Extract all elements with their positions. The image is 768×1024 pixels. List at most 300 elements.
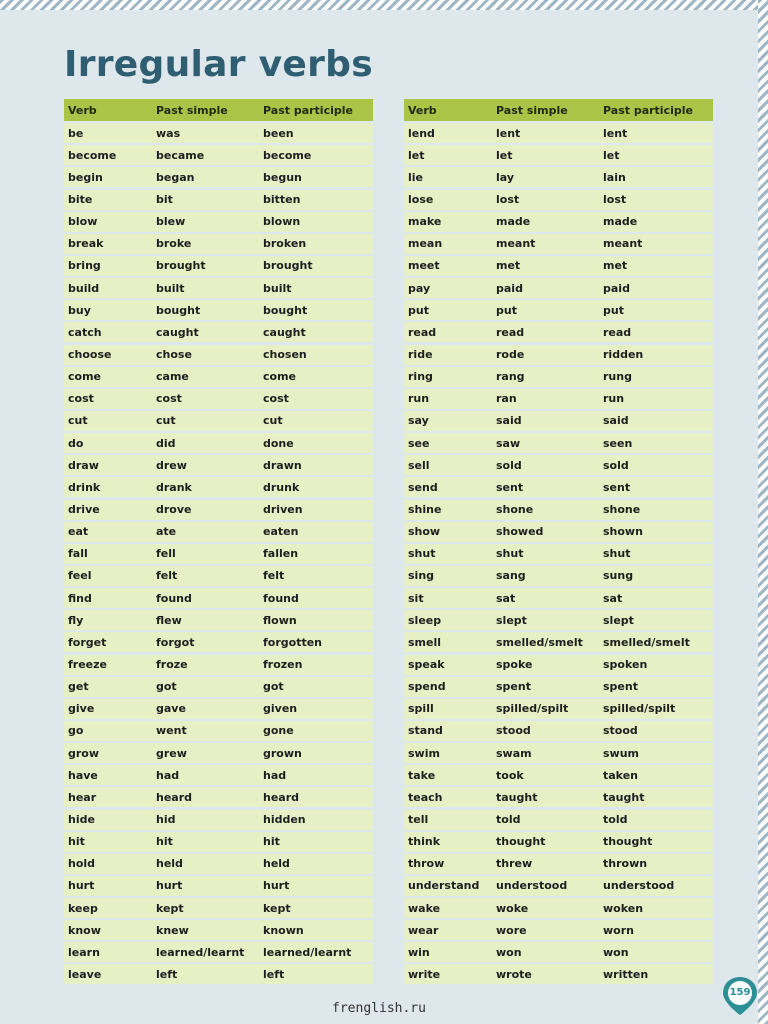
table-row [404, 787, 713, 807]
table-row [64, 522, 373, 542]
table-row [64, 787, 373, 807]
table-row [404, 123, 713, 143]
table-row [404, 854, 713, 874]
past-participle-cell: woken [603, 901, 644, 915]
past-simple-cell: cost [156, 392, 182, 406]
past-participle-cell: spoken [603, 658, 648, 672]
table-row [404, 588, 713, 608]
past-participle-cell: slept [603, 613, 634, 627]
past-simple-cell: showed [496, 525, 544, 539]
table-row [404, 367, 713, 387]
verb-cell: swim [408, 746, 440, 760]
table-row [64, 477, 373, 497]
table-row [404, 212, 713, 232]
table-row [64, 433, 373, 453]
past-simple-cell: was [156, 126, 181, 140]
past-participle-cell: frozen [263, 658, 303, 672]
past-participle-cell: seen [603, 436, 633, 450]
past-participle-cell: thrown [603, 857, 648, 871]
verb-cell: hold [68, 857, 96, 871]
past-simple-cell: drew [156, 458, 187, 472]
past-participle-cell: brought [263, 259, 313, 273]
table-row [404, 832, 713, 852]
verb-cell: see [408, 436, 430, 450]
header-past-participle: Past participle [603, 103, 693, 117]
past-simple-cell: read [496, 325, 525, 339]
table-row [404, 190, 713, 210]
table-row [64, 145, 373, 165]
table-row [64, 322, 373, 342]
past-participle-cell: ridden [603, 348, 644, 362]
table-row [64, 500, 373, 520]
past-simple-cell: made [496, 215, 531, 229]
table-row [64, 876, 373, 896]
past-participle-cell: done [263, 436, 294, 450]
past-simple-cell: bit [156, 193, 173, 207]
past-participle-cell: swum [603, 746, 640, 760]
past-participle-cell: begun [263, 170, 302, 184]
verb-cell: do [68, 436, 84, 450]
past-participle-cell: come [263, 370, 296, 384]
past-participle-cell: written [603, 967, 649, 981]
past-participle-cell: sung [603, 569, 634, 583]
page-number: 159 [729, 987, 751, 998]
table-body [404, 123, 713, 984]
past-simple-cell: got [156, 680, 177, 694]
past-simple-cell: rode [496, 348, 525, 362]
verb-cell: teach [408, 790, 443, 804]
verb-cell: be [68, 126, 84, 140]
past-participle-cell: put [603, 303, 624, 317]
site-url: frenglish.ru [332, 1001, 426, 1016]
verb-cell: put [408, 303, 429, 317]
verb-cell: send [408, 480, 438, 494]
past-simple-cell: cut [156, 414, 176, 428]
past-simple-cell: built [156, 281, 185, 295]
past-participle-cell: shown [603, 525, 643, 539]
past-simple-cell: hurt [156, 879, 183, 893]
verb-cell: run [408, 392, 430, 406]
table-row [64, 610, 373, 630]
verb-cell: blow [68, 215, 98, 229]
verb-cell: sell [408, 458, 430, 472]
verb-cell: ring [408, 370, 433, 384]
table-row [64, 699, 373, 719]
past-simple-cell: woke [496, 901, 529, 915]
verb-cell: catch [68, 325, 102, 339]
verb-cell: make [408, 215, 442, 229]
verb-cell: smell [408, 635, 442, 649]
past-simple-cell: shut [496, 547, 524, 561]
table-row [64, 544, 373, 564]
past-simple-cell: brought [156, 259, 206, 273]
past-participle-cell: rung [603, 370, 632, 384]
past-participle-cell: driven [263, 503, 303, 517]
table-row [64, 721, 373, 741]
verb-cell: let [408, 148, 425, 162]
table-row [64, 810, 373, 830]
past-simple-cell: shone [496, 503, 534, 517]
past-simple-cell: ate [156, 525, 177, 539]
verb-cell: drive [68, 503, 100, 517]
past-participle-cell: forgotten [263, 635, 323, 649]
table-row [64, 942, 373, 962]
past-participle-cell: said [603, 414, 629, 428]
table-row [404, 898, 713, 918]
past-participle-cell: sat [603, 591, 623, 605]
table-row [64, 677, 373, 697]
past-simple-cell: spoke [496, 658, 533, 672]
past-participle-cell: won [603, 945, 629, 959]
table-row [404, 699, 713, 719]
past-participle-cell: fallen [263, 547, 299, 561]
past-participle-cell: bought [263, 303, 308, 317]
verb-cell: mean [408, 237, 443, 251]
decorative-right-stripe [758, 0, 768, 1024]
verb-cell: break [68, 237, 104, 251]
past-simple-cell: sent [496, 480, 524, 494]
past-simple-cell: stood [496, 724, 531, 738]
past-participle-cell: hurt [263, 879, 290, 893]
header-past-participle: Past participle [263, 103, 353, 117]
verb-cell: spend [408, 680, 446, 694]
page-title: Irregular verbs [64, 44, 373, 85]
verb-cell: hide [68, 813, 95, 826]
table-row [64, 854, 373, 874]
verb-cell: draw [68, 458, 99, 472]
table-row [404, 655, 713, 675]
table-row [404, 234, 713, 254]
verb-cell: buy [68, 303, 91, 317]
past-participle-cell: told [603, 813, 628, 826]
past-participle-cell: run [603, 392, 625, 406]
past-participle-cell: flown [263, 613, 297, 627]
verb-cell: lend [408, 126, 435, 140]
past-simple-cell: felt [156, 569, 178, 583]
table-row [64, 367, 373, 387]
decorative-top-stripe [0, 0, 768, 10]
past-simple-cell: knew [156, 923, 189, 937]
table-row [64, 234, 373, 254]
past-participle-cell: learned/learnt [263, 945, 352, 959]
verb-cell: bring [68, 259, 101, 273]
table-row [64, 832, 373, 852]
verb-cell: know [68, 923, 101, 937]
verb-cell: hear [68, 790, 97, 804]
past-simple-cell: told [496, 813, 521, 826]
table-header [404, 99, 713, 121]
table-row [64, 278, 373, 298]
past-participle-cell: thought [603, 835, 653, 849]
table-row [64, 345, 373, 365]
past-simple-cell: held [156, 857, 183, 871]
past-participle-cell: hit [263, 835, 280, 849]
past-participle-cell: cut [263, 414, 283, 428]
verb-cell: get [68, 680, 89, 694]
past-simple-cell: began [156, 170, 195, 184]
past-simple-cell: took [496, 768, 524, 782]
past-simple-cell: thought [496, 835, 546, 849]
table-row [404, 942, 713, 962]
verb-cell: cost [68, 392, 94, 406]
past-simple-cell: spilled/spilt [496, 702, 569, 716]
table-row [64, 455, 373, 475]
table-row [404, 876, 713, 896]
past-participle-cell: bitten [263, 193, 301, 207]
past-participle-cell: cost [263, 392, 289, 406]
verb-cell: leave [68, 967, 102, 981]
past-simple-cell: broke [156, 237, 192, 251]
past-participle-cell: given [263, 702, 298, 716]
table-row [64, 743, 373, 763]
past-simple-cell: spent [496, 680, 531, 694]
past-participle-cell: lent [603, 126, 628, 140]
past-simple-cell: threw [496, 857, 533, 871]
past-simple-cell: won [496, 945, 522, 959]
table-row [404, 145, 713, 165]
verb-cell: think [408, 835, 441, 849]
past-participle-cell: grown [263, 746, 302, 760]
verb-cell: fall [68, 547, 88, 561]
table-row [404, 677, 713, 697]
past-participle-cell: chosen [263, 348, 307, 362]
past-simple-cell: hid [156, 813, 176, 826]
past-participle-cell: paid [603, 281, 630, 295]
past-simple-cell: wrote [496, 967, 532, 981]
past-simple-cell: grew [156, 746, 187, 760]
past-participle-cell: kept [263, 901, 291, 915]
table-row [404, 300, 713, 320]
verb-cell: take [408, 768, 436, 782]
header-verb: Verb [68, 103, 97, 117]
past-participle-cell: taught [603, 790, 645, 804]
header-past-simple: Past simple [156, 103, 228, 117]
verb-cell: lie [408, 170, 424, 184]
past-participle-cell: read [603, 325, 632, 339]
past-participle-cell: been [263, 126, 294, 140]
past-participle-cell: stood [603, 724, 638, 738]
table-row [404, 743, 713, 763]
table-row [404, 632, 713, 652]
table-row [64, 632, 373, 652]
past-simple-cell: found [156, 591, 192, 605]
past-simple-cell: went [156, 724, 187, 738]
past-participle-cell: lain [603, 170, 626, 184]
verb-cell: drink [68, 480, 101, 494]
verb-cell: show [408, 525, 441, 539]
table-row [404, 964, 713, 984]
verb-cell: hit [68, 835, 85, 849]
table-row [404, 721, 713, 741]
verb-cell: write [408, 967, 441, 981]
past-simple-cell: lent [496, 126, 521, 140]
table-row [404, 278, 713, 298]
verb-cell: say [408, 414, 429, 428]
past-participle-cell: held [263, 857, 290, 871]
past-participle-cell: eaten [263, 525, 299, 539]
table-row [404, 765, 713, 785]
table-row [64, 920, 373, 940]
past-participle-cell: had [263, 768, 287, 782]
past-simple-cell: kept [156, 901, 184, 915]
past-simple-cell: flew [156, 613, 182, 627]
table-row [64, 765, 373, 785]
past-simple-cell: became [156, 148, 205, 162]
past-simple-cell: had [156, 768, 180, 782]
verb-cell: learn [68, 945, 100, 959]
table-row [64, 256, 373, 276]
verb-cell: feel [68, 569, 92, 583]
past-simple-cell: froze [156, 658, 188, 672]
past-simple-cell: let [496, 148, 513, 162]
past-participle-cell: shone [603, 503, 641, 517]
past-participle-cell: known [263, 923, 304, 937]
verbs-table-right [404, 99, 713, 984]
table-row [404, 256, 713, 276]
past-simple-cell: met [496, 259, 521, 273]
verb-cell: freeze [68, 658, 107, 672]
past-participle-cell: broken [263, 237, 307, 251]
past-simple-cell: heard [156, 790, 193, 804]
table-row [404, 322, 713, 342]
past-participle-cell: found [263, 591, 299, 605]
verb-cell: spill [408, 702, 434, 716]
past-simple-cell: learned/learnt [156, 945, 245, 959]
past-participle-cell: made [603, 215, 638, 229]
past-participle-cell: sold [603, 458, 629, 472]
past-simple-cell: rang [496, 370, 525, 384]
table-row [64, 167, 373, 187]
past-participle-cell: gone [263, 724, 294, 738]
table-row [404, 433, 713, 453]
verb-cell: read [408, 325, 437, 339]
past-participle-cell: lost [603, 193, 627, 207]
past-participle-cell: caught [263, 325, 306, 339]
verb-cell: keep [68, 901, 98, 915]
past-simple-cell: paid [496, 281, 523, 295]
past-participle-cell: built [263, 281, 292, 295]
past-participle-cell: met [603, 259, 628, 273]
verb-cell: shut [408, 547, 436, 561]
table-row [404, 167, 713, 187]
past-simple-cell: drank [156, 480, 192, 494]
past-simple-cell: chose [156, 348, 192, 362]
past-simple-cell: sold [496, 458, 522, 472]
past-simple-cell: put [496, 303, 517, 317]
past-simple-cell: saw [496, 436, 521, 450]
verb-cell: give [68, 702, 95, 716]
past-simple-cell: understood [496, 879, 568, 893]
past-simple-cell: came [156, 370, 189, 384]
verb-cell: choose [68, 348, 112, 362]
past-simple-cell: forgot [156, 635, 195, 649]
table-row [64, 300, 373, 320]
table-row [404, 455, 713, 475]
past-participle-cell: become [263, 148, 312, 162]
past-simple-cell: ran [496, 392, 517, 406]
past-participle-cell: spilled/spilt [603, 702, 676, 716]
table-header [64, 99, 373, 121]
past-participle-cell: shut [603, 547, 631, 561]
table-row [64, 655, 373, 675]
past-simple-cell: fell [156, 547, 176, 561]
table-row [404, 920, 713, 940]
past-participle-cell: taken [603, 768, 638, 782]
past-simple-cell: bought [156, 303, 201, 317]
past-participle-cell: left [263, 967, 285, 981]
past-participle-cell: sent [603, 480, 631, 494]
table-row [404, 500, 713, 520]
table-row [404, 345, 713, 365]
past-participle-cell: drawn [263, 458, 302, 472]
verb-cell: go [68, 724, 84, 738]
header-past-simple: Past simple [496, 103, 568, 117]
table-row [404, 810, 713, 830]
past-participle-cell: worn [603, 923, 634, 937]
past-simple-cell: gave [156, 702, 186, 716]
past-simple-cell: sang [496, 569, 526, 583]
table-row [64, 190, 373, 210]
verb-cell: pay [408, 281, 431, 295]
past-simple-cell: blew [156, 215, 186, 229]
table-row [64, 898, 373, 918]
header-verb: Verb [408, 103, 437, 117]
table-row [64, 588, 373, 608]
past-simple-cell: caught [156, 325, 199, 339]
past-participle-cell: understood [603, 879, 675, 893]
past-simple-cell: taught [496, 790, 538, 804]
verb-cell: become [68, 148, 117, 162]
verb-cell: build [68, 281, 100, 295]
verb-cell: throw [408, 857, 445, 871]
verb-cell: win [408, 945, 430, 959]
verb-cell: hurt [68, 879, 95, 893]
verb-cell: sing [408, 569, 435, 583]
past-participle-cell: let [603, 148, 620, 162]
past-simple-cell: said [496, 414, 522, 428]
verbs-table-left [64, 99, 373, 984]
table-row [404, 411, 713, 431]
table-row [404, 544, 713, 564]
verb-cell: ride [408, 348, 433, 362]
table-row [64, 964, 373, 984]
verb-cell: meet [408, 259, 440, 273]
table-row [404, 477, 713, 497]
past-simple-cell: wore [496, 923, 527, 937]
past-simple-cell: lost [496, 193, 520, 207]
verb-cell: begin [68, 170, 103, 184]
verb-cell: wear [408, 923, 439, 937]
verb-cell: understand [408, 879, 480, 893]
table-row [64, 212, 373, 232]
verb-cell: cut [68, 414, 88, 428]
verb-cell: grow [68, 746, 100, 760]
past-simple-cell: hit [156, 835, 173, 849]
past-simple-cell: slept [496, 613, 527, 627]
past-simple-cell: left [156, 967, 178, 981]
verb-cell: fly [68, 613, 84, 627]
table-row [64, 123, 373, 143]
table-row [64, 389, 373, 409]
past-simple-cell: sat [496, 591, 516, 605]
verb-cell: have [68, 768, 98, 782]
verb-cell: wake [408, 901, 441, 915]
past-participle-cell: heard [263, 790, 300, 804]
table-row [404, 610, 713, 630]
verb-cell: come [68, 370, 101, 384]
past-simple-cell: lay [496, 170, 515, 184]
past-simple-cell: did [156, 436, 176, 450]
